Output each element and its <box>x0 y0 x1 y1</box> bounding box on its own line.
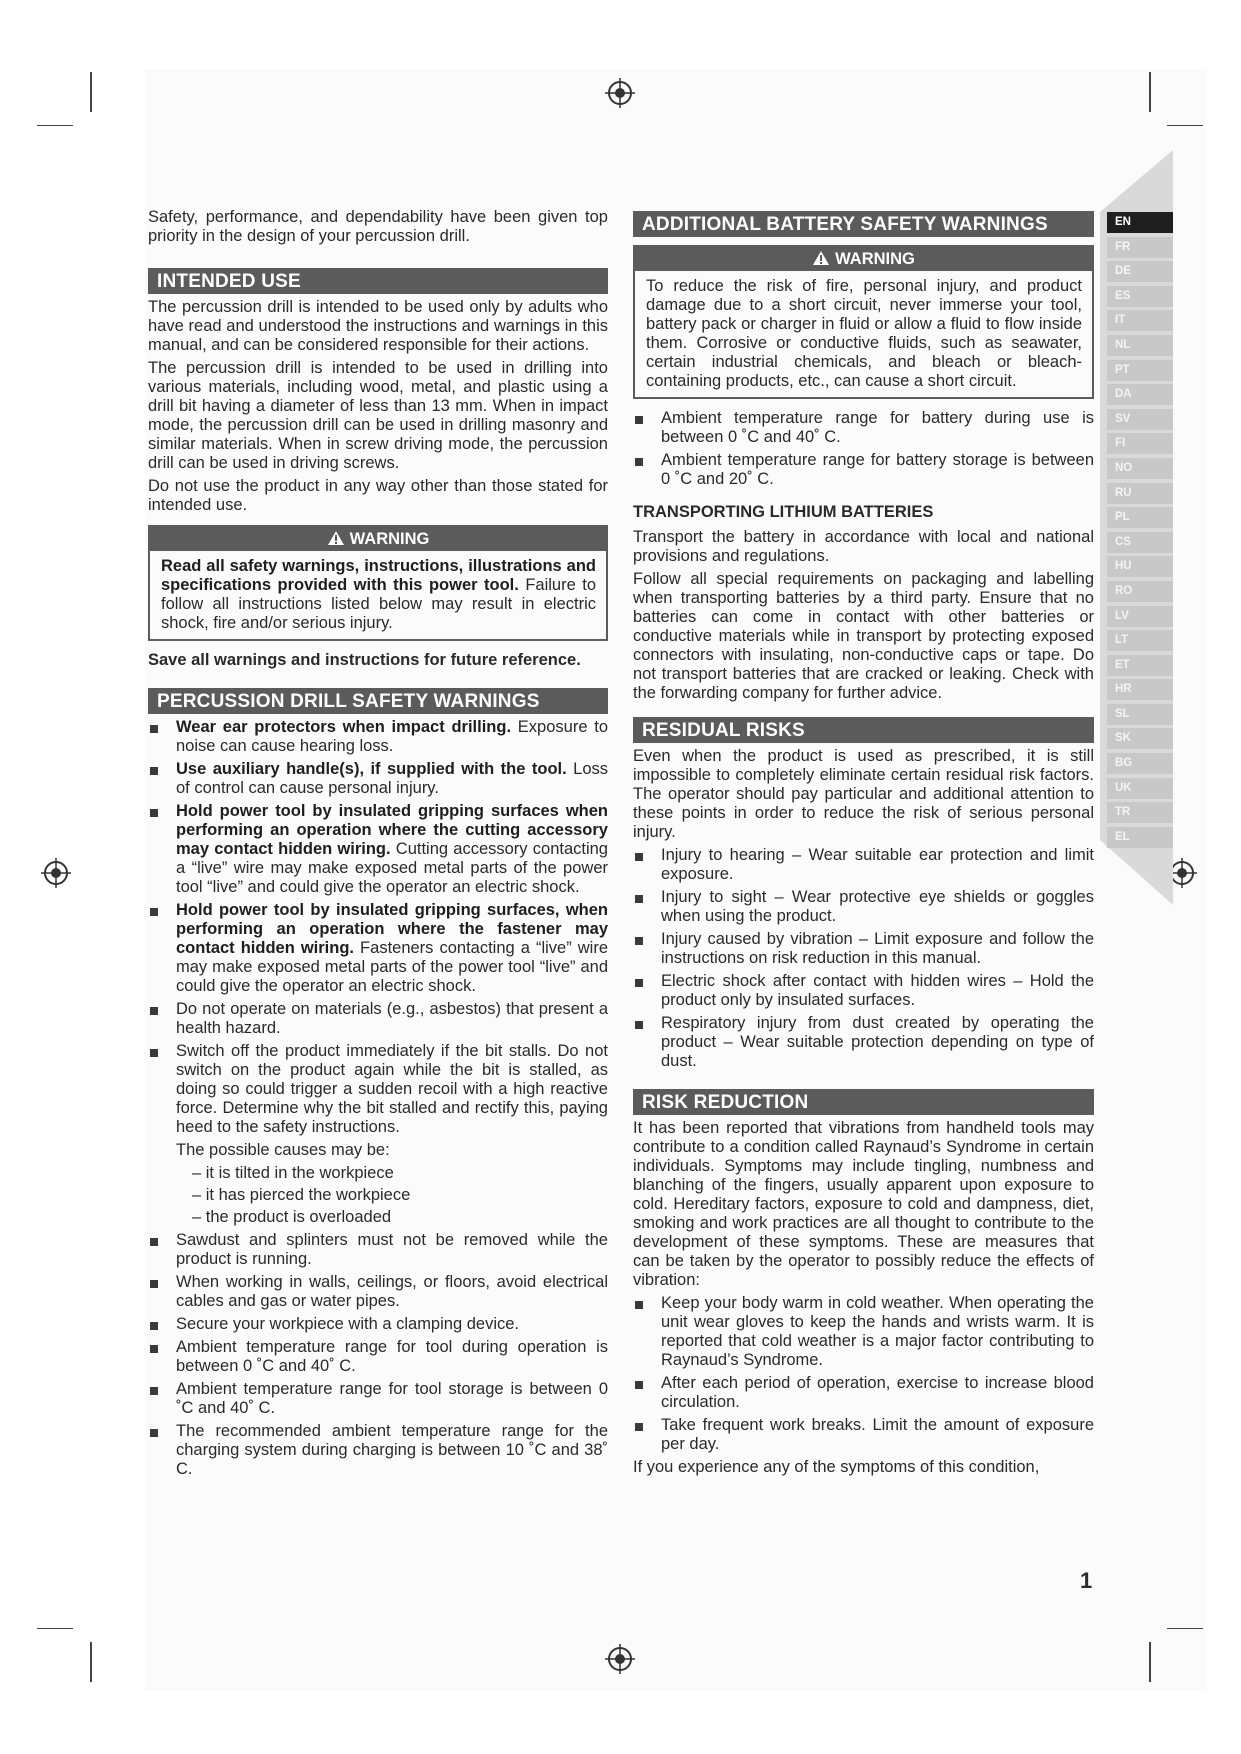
section-heading-intended-use: INTENDED USE <box>148 268 608 294</box>
list-item: Ambient temperature range for battery storage is between 0 ˚C and 20˚ C. <box>633 451 1094 489</box>
language-tab-el[interactable]: EL <box>1107 827 1173 848</box>
risk-reduction-list <box>633 1294 1094 1454</box>
transport-paragraph: Follow all special requirements on packaging and labelling when transporting batteries by a third party. Ensure that no batteries can come in contact with other batteries or conductive materials while in transport by protecting exposed connectors with insulating, non-conductive caps or tape. Do not transport batteries that are cracked or leaking. Check with the forwarding company for further advice. <box>633 570 1094 702</box>
battery-list <box>633 409 1094 489</box>
warning-title: WARNING <box>349 530 430 548</box>
language-tab-et[interactable]: ET <box>1107 655 1173 676</box>
language-tab-fr[interactable]: FR <box>1107 237 1173 258</box>
list-item: Injury to hearing – Wear suitable ear protection and limit exposure. <box>633 846 1094 884</box>
warning-text: Failure to follow all instructions listed below may result in electric shock, fire and/or serious injury. <box>161 576 597 632</box>
warning-box-body <box>150 551 606 639</box>
list-item: Respiratory injury from dust created by operating the product – Wear suitable protection depending on type of dust. <box>633 1014 1094 1071</box>
causes-intro: The possible causes may be: <box>176 1141 390 1159</box>
language-tab-it[interactable]: IT <box>1107 310 1173 331</box>
risk-reduction-trailing: If you experience any of the symptoms of this condition, <box>633 1458 1040 1476</box>
language-tab-pt[interactable]: PT <box>1107 360 1173 381</box>
crop-mark <box>1149 1642 1151 1682</box>
registration-mark-icon <box>41 858 71 888</box>
list-item: Hold power tool by insulated gripping surfaces when performing an operation where the cutting accessory may contact hidden wiring. Cutting accessory contacting a “live” wire may make exposed metal parts of the power tool “live” and could give the operator an electric shock. <box>148 802 608 897</box>
section-heading-battery: ADDITIONAL BATTERY SAFETY WARNINGS <box>633 211 1094 237</box>
language-tab-hr[interactable]: HR <box>1107 679 1173 700</box>
language-tab-bg[interactable]: BG <box>1107 753 1173 774</box>
list-item: After each period of operation, exercise to increase blood circulation. <box>633 1374 1094 1412</box>
page-number: 1 <box>1080 1568 1093 1593</box>
language-tab-lt[interactable]: LT <box>1107 630 1173 651</box>
registration-mark-icon <box>605 1644 635 1674</box>
language-tab-hu[interactable]: HU <box>1107 556 1173 577</box>
section-heading-transport: TRANSPORTING LITHIUM BATTERIES <box>633 503 934 521</box>
percussion-warning-list <box>148 718 608 1137</box>
language-tab-ro[interactable]: RO <box>1107 581 1173 602</box>
intended-use-paragraph: Do not use the product in any way other than those stated for intended use. <box>148 477 608 514</box>
list-item: Ambient temperature range for tool storage is between 0 ˚C and 40˚ C. <box>148 1380 608 1418</box>
crop-mark <box>90 72 92 112</box>
language-tab-da[interactable]: DA <box>1107 384 1173 405</box>
warning-box-body: To reduce the risk of fire, personal injury, and product damage due to a short circuit, never immerse your tool, battery pack or charger in fluid or allow a fluid to flow inside them. Corrosive or conductive fluids, such as seawater, certain industrial chemicals, and bleach or bleach-containing products, etc., can cause a short circuit. <box>646 277 1082 390</box>
list-item: Take frequent work breaks. Limit the amount of exposure per day. <box>633 1416 1094 1454</box>
warning-bold-text: Read all safety warnings, instructions, illustrations and specifications provided with this power tool. <box>161 557 596 594</box>
language-tab-de[interactable]: DE <box>1107 261 1173 282</box>
left-column <box>148 208 608 1483</box>
language-tab-sv[interactable]: SV <box>1107 409 1173 430</box>
crop-mark <box>90 1642 92 1682</box>
list-item: Do not operate on materials (e.g., asbestos) that present a health hazard. <box>148 1000 608 1038</box>
language-tab-ru[interactable]: RU <box>1107 483 1173 504</box>
crop-mark <box>1167 1628 1203 1629</box>
language-tab-lv[interactable]: LV <box>1107 606 1173 627</box>
list-item: When working in walls, ceilings, or floors, avoid electrical cables and gas or water pipes. <box>148 1273 608 1311</box>
list-item: Electric shock after contact with hidden wires – Hold the product only by insulated surfaces. <box>633 972 1094 1010</box>
list-item: Ambient temperature range for tool during operation is between 0 ˚C and 40˚ C. <box>148 1338 608 1376</box>
crop-mark <box>37 125 73 126</box>
list-item: Hold power tool by insulated gripping surfaces, when performing an operation where the fastener may contact hidden wiring. Fasteners contacting a “live” wire may make exposed metal parts of the power tool “live” and could give the operator an electric shock. <box>148 901 608 996</box>
language-tab-cs[interactable]: CS <box>1107 532 1173 553</box>
crop-mark <box>1149 72 1151 112</box>
intended-use-paragraph: The percussion drill is intended to be used in drilling into various materials, including wood, metal, and plastic using a drill bit having a diameter of less than 13 mm. When in impact mode, the percussion drill can be used in drilling masonry and similar materials. When in screw driving mode, the percussion drill can be used in driving screws. <box>148 359 608 472</box>
intro-text: Safety, performance, and dependability have been given top priority in the design of your percussion drill. <box>148 208 608 245</box>
percussion-warning-list-2 <box>148 1231 608 1479</box>
language-tab-uk[interactable]: UK <box>1107 778 1173 799</box>
language-tabs <box>1107 212 1173 851</box>
battery-warning-box <box>633 245 1094 399</box>
residual-intro: Even when the product is used as prescribed, it is still impossible to completely eliminate certain residual risk factors. The operator should pay particular and additional attention to these points in order to reduce the risk of serious personal injury. <box>633 747 1094 841</box>
crop-mark <box>37 1628 73 1629</box>
list-item: Injury caused by vibration – Limit exposure and follow the instructions on risk reduction in this manual. <box>633 930 1094 968</box>
warning-box <box>148 525 608 641</box>
cause-item: – it has pierced the workpiece <box>192 1186 411 1204</box>
language-tab-en[interactable]: EN <box>1107 212 1173 233</box>
warning-triangle-icon <box>812 250 830 266</box>
warning-triangle-icon <box>327 530 345 546</box>
section-heading-residual: RESIDUAL RISKS <box>633 717 1094 743</box>
language-tab-es[interactable]: ES <box>1107 286 1173 307</box>
language-tab-pl[interactable]: PL <box>1107 507 1173 528</box>
language-tab-fi[interactable]: FI <box>1107 433 1173 454</box>
warning-box-header <box>150 527 606 551</box>
language-tab-tr[interactable]: TR <box>1107 802 1173 823</box>
language-tab-sk[interactable]: SK <box>1107 728 1173 749</box>
list-item: Switch off the product immediately if the bit stalls. Do not switch on the product again while the bit is stalled, as doing so could trigger a sudden recoil with a high reactive force. Determine why the bit stalled and rectify this, paying heed to the safety instructions. <box>148 1042 608 1137</box>
intended-use-paragraph: The percussion drill is intended to be used only by adults who have read and understood the instructions and warnings in this manual, and can be considered responsible for their actions. <box>148 298 608 354</box>
save-note <box>148 651 608 670</box>
cause-item: – it is tilted in the workpiece <box>192 1164 394 1182</box>
language-tab-nl[interactable]: NL <box>1107 335 1173 356</box>
language-tab-no[interactable]: NO <box>1107 458 1173 479</box>
transport-paragraph: Transport the battery in accordance with local and national provisions and regulations. <box>633 528 1094 565</box>
section-heading-percussion: PERCUSSION DRILL SAFETY WARNINGS <box>148 688 608 714</box>
registration-mark-icon <box>605 78 635 108</box>
warning-title: WARNING <box>835 250 915 268</box>
cause-item: – the product is overloaded <box>192 1208 392 1226</box>
warning-box-header <box>635 247 1092 271</box>
list-item: Keep your body warm in cold weather. When operating the unit wear gloves to keep the hands and wrists warm. It is reported that cold weather is a major factor contributing to Raynaud’s Syndrome. <box>633 1294 1094 1370</box>
list-item: Secure your workpiece with a clamping device. <box>148 1315 608 1334</box>
right-column <box>633 208 1094 1481</box>
residual-list <box>633 846 1094 1071</box>
list-item: Sawdust and splinters must not be removed while the product is running. <box>148 1231 608 1269</box>
risk-reduction-intro: It has been reported that vibrations from handheld tools may contribute to a condition called Raynaud’s Syndrome in certain individuals. Symptoms may include tingling, numbness and blanching of the fingers, usually apparent upon exposure to cold. Hereditary factors, exposure to cold and dampness, diet, smoking and work practices are all thought to contribute to the development of these symptoms. These are measures that can be taken by the operator to possibly reduce the effects of vibration: <box>633 1119 1094 1289</box>
list-item: Injury to sight – Wear protective eye shields or goggles when using the product. <box>633 888 1094 926</box>
save-note-text: Save all warnings and instructions for future reference. <box>148 651 581 669</box>
language-tab-sl[interactable]: SL <box>1107 704 1173 725</box>
list-item: Use auxiliary handle(s), if supplied with the tool. Loss of control can cause personal injury. <box>148 760 608 798</box>
list-item: Wear ear protectors when impact drilling. Exposure to noise can cause hearing loss. <box>148 718 608 756</box>
section-heading-risk-reduction: RISK REDUCTION <box>633 1089 1094 1115</box>
list-item: The recommended ambient temperature range for the charging system during charging is between 10 ˚C and 38˚ C. <box>148 1422 608 1479</box>
crop-mark <box>1167 125 1203 126</box>
list-item: Ambient temperature range for battery during use is between 0 ˚C and 40˚ C. <box>633 409 1094 447</box>
